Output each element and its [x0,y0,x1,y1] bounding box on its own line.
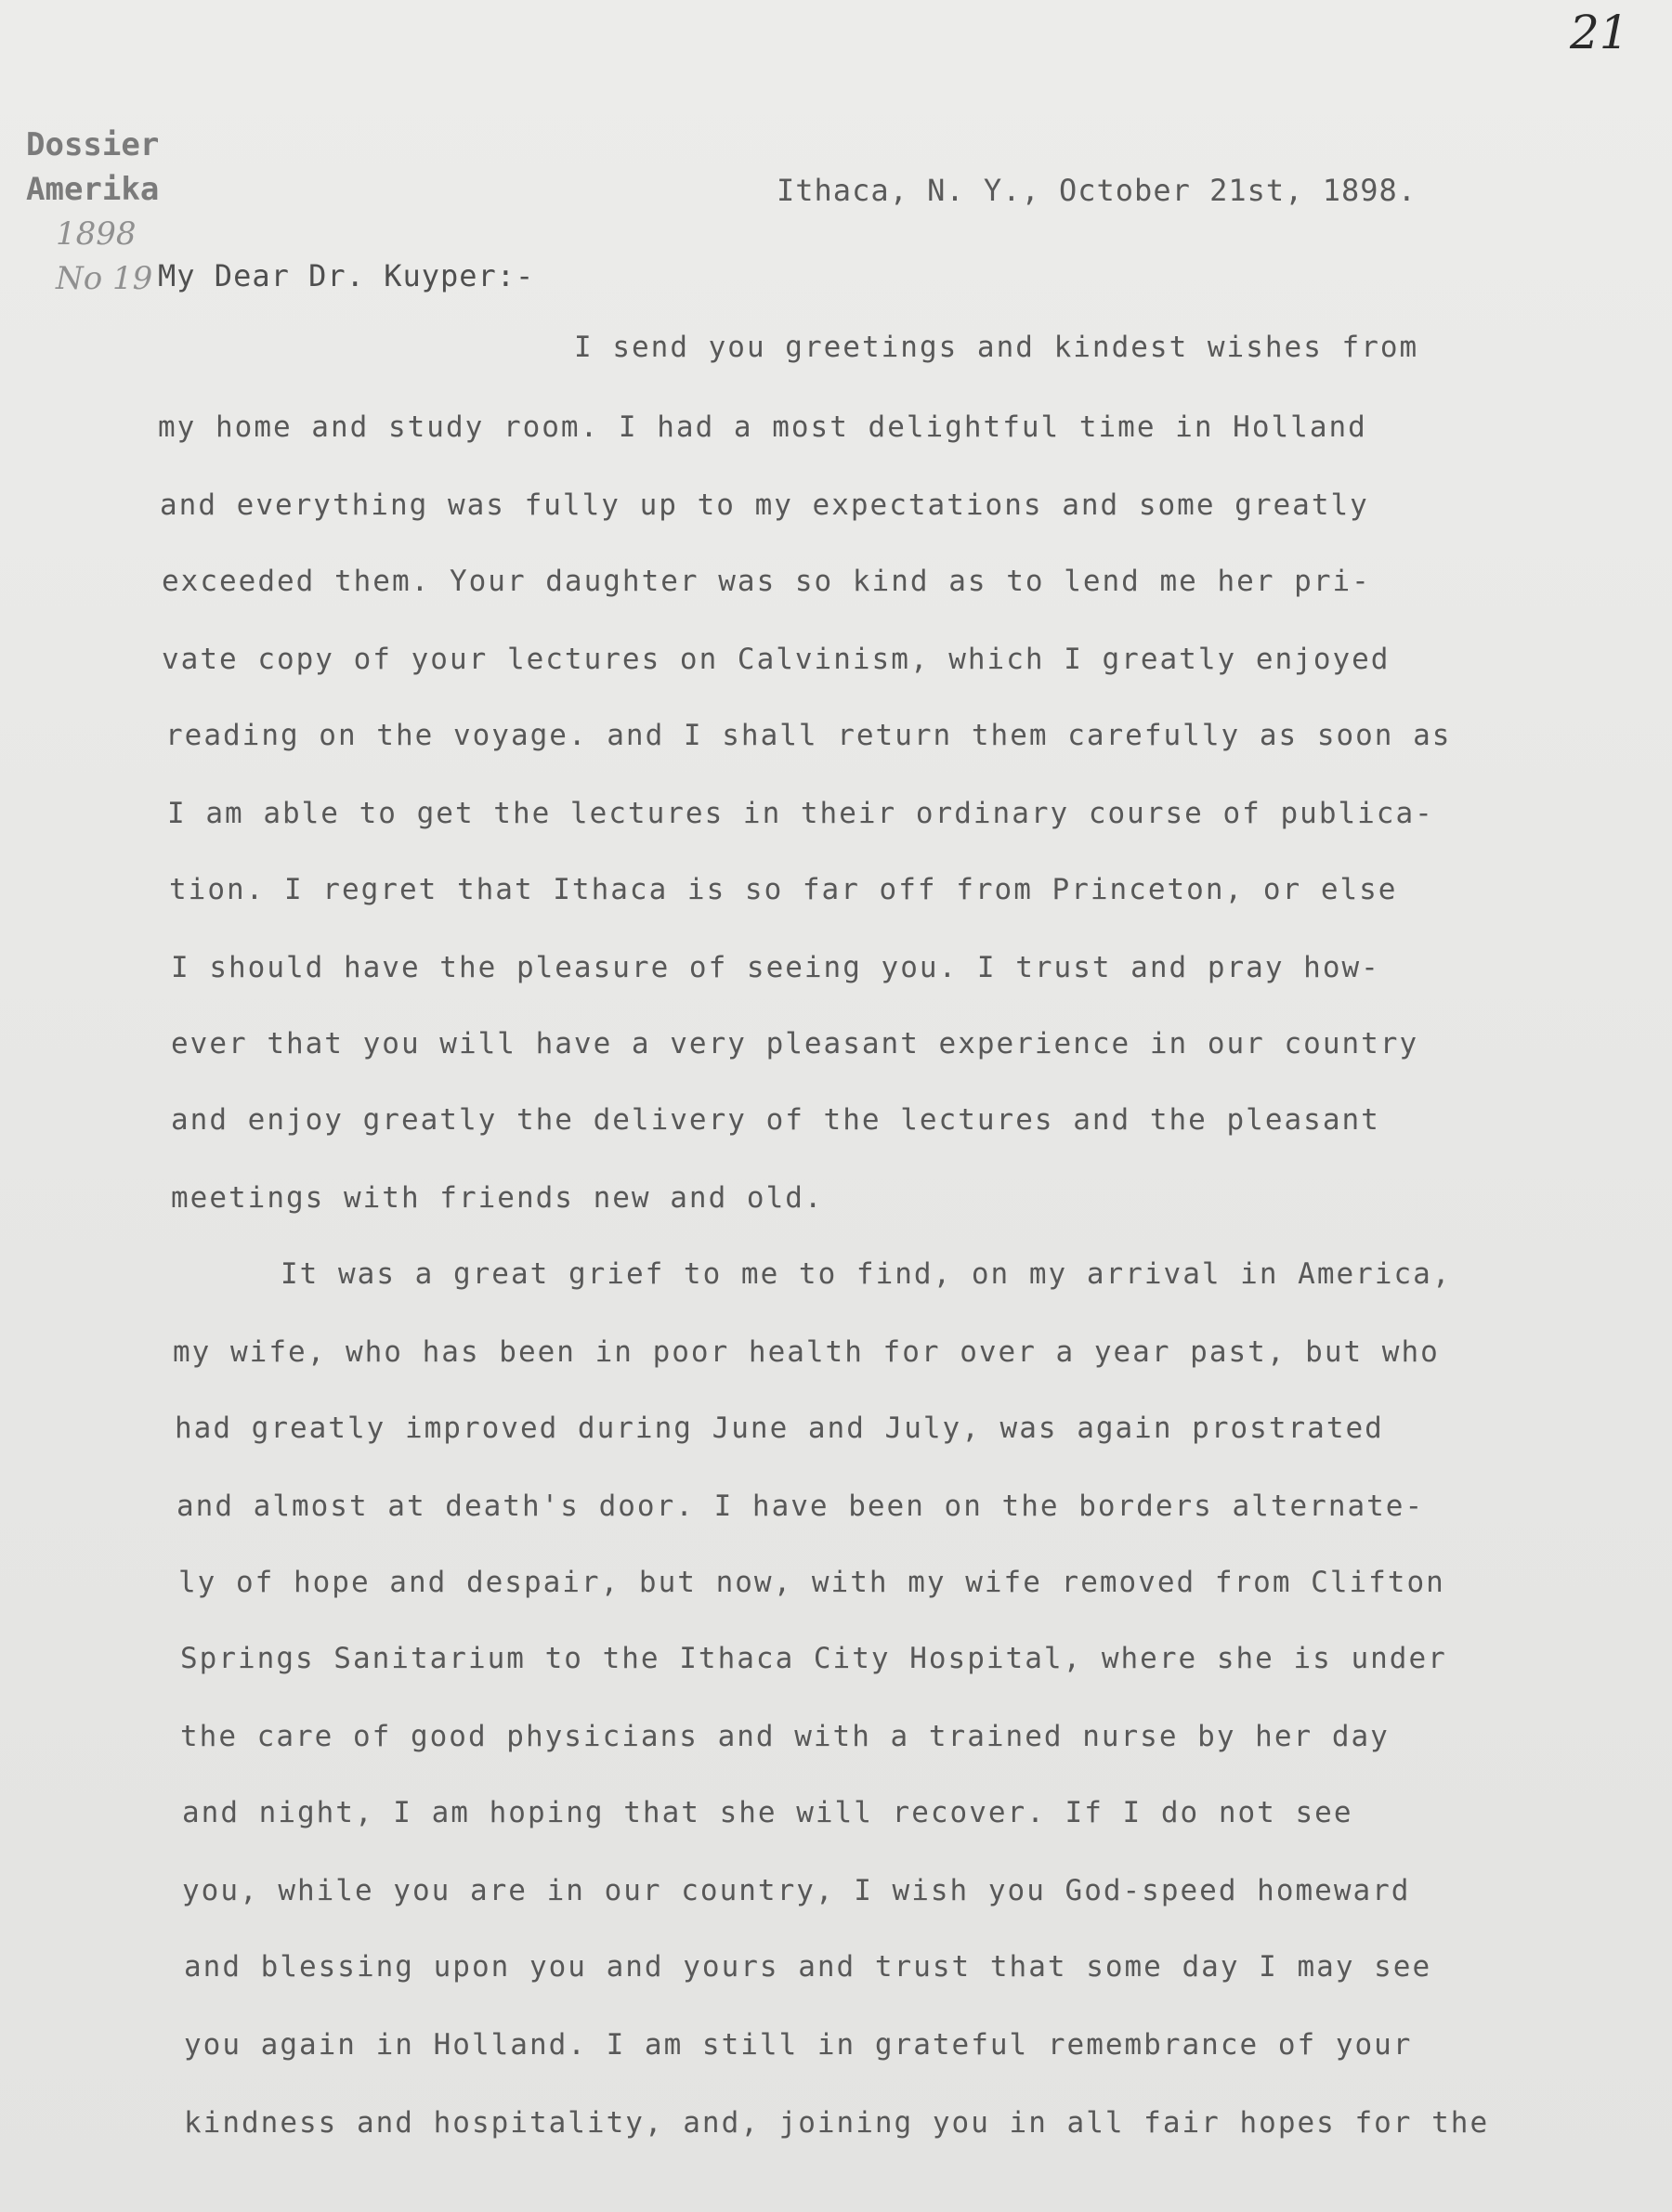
letter-line: I should have the pleasure of seeing you. I trust and pray how- [171,951,1380,984]
letter-line: vate copy of your lectures on Calvinism, which I greatly enjoyed [162,643,1391,676]
letter-line: and night, I am hoping that she will recover. If I do not see [182,1796,1353,1829]
letter-line: I am able to get the lectures in their ordinary course of publica- [167,797,1434,830]
letter-line: you, while you are in our country, I wish you God-speed homeward [182,1874,1411,1907]
letter-line: and blessing upon you and yours and trust that some day I may see [184,1950,1432,1984]
archive-stamp-amerika: Amerika [26,171,160,208]
letter-line: It was a great grief to me to find, on my arrival in America, [281,1257,1452,1291]
letter-line: ly of hope and despair, but now, with my wife removed from Clifton [178,1566,1445,1599]
letter-line: you again in Holland. I am still in grateful remembrance of your [184,2028,1413,2062]
letter-line: ever that you will have a very pleasant experience in our country [171,1027,1419,1060]
letter-line: reading on the voyage. and I shall return them carefully as soon as [165,719,1452,752]
letter-line: tion. I regret that Ithaca is so far off from Princeton, or else [169,873,1398,906]
letter-line: and almost at death's door. I have been on the borders alternate- [176,1490,1425,1523]
archive-stamp-dossier: Dossier [26,126,160,163]
archive-stamp [26,123,159,301]
letter-salutation: My Dear Dr. Kuyper:- [158,258,535,293]
letter-line: my wife, who has been in poor health for over a year past, but who [173,1335,1440,1369]
letter-line: Springs Sanitarium to the Ithaca City Hospital, where she is under [180,1642,1447,1675]
letter-line: exceeded them. Your daughter was so kind as to lend me her pri- [162,565,1371,598]
page-number: 21 [1570,6,1629,59]
letter-line: meetings with friends new and old. [171,1181,824,1215]
letter-dateline: Ithaca, N. Y., October 21st, 1898. [777,173,1417,208]
letter-line: and enjoy greatly the delivery of the lectures and the pleasant [171,1103,1380,1137]
letter-line: and everything was fully up to my expectations and some greatly [160,488,1369,522]
archive-stamp-number: No 19 [56,260,153,297]
letter-line: had greatly improved during June and July, was again prostrated [175,1412,1384,1445]
letter-line: my home and study room. I had a most delightful time in Holland [158,410,1367,444]
letter-line: kindness and hospitality, and, joining you in all fair hopes for the [184,2106,1490,2140]
letter-line: the care of good physicians and with a trained nurse by her day [180,1720,1390,1753]
archive-stamp-year: 1898 [56,215,137,253]
letter-line: I send you greetings and kindest wishes from [574,331,1419,364]
